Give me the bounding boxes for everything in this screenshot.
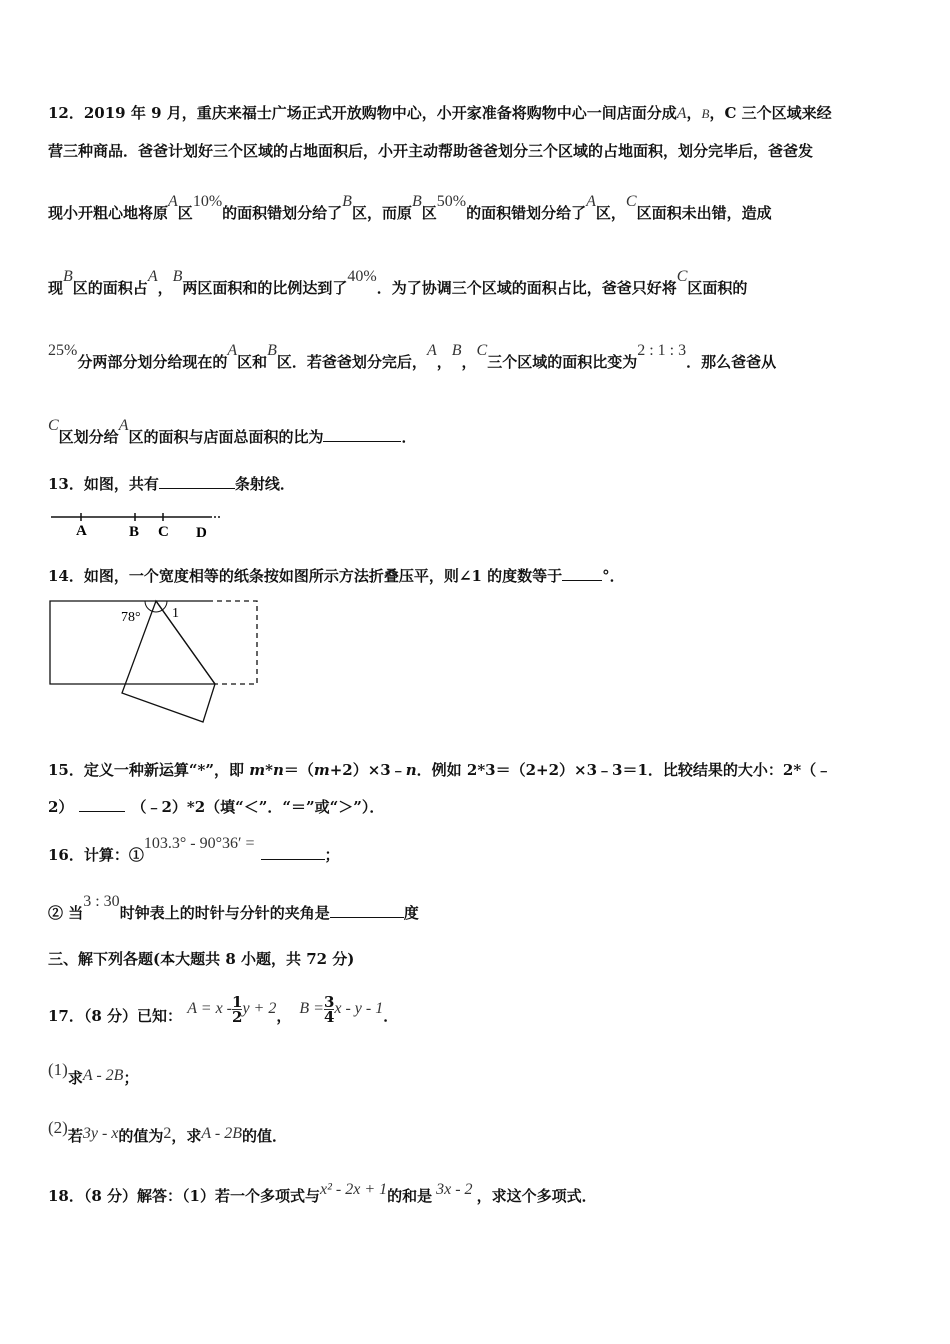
q17-part-1 <box>48 1060 904 1089</box>
q12-math: 50% <box>436 193 467 210</box>
q15-var: m <box>313 761 330 779</box>
q17-math: A = x - <box>187 1000 232 1017</box>
q16-text: ② 当 <box>48 904 84 922</box>
q15-text: （﹣2）*2（填“＜”．“＝”或“＞”）． <box>131 798 385 816</box>
q12-math: B <box>701 106 710 121</box>
q13-point-label: A <box>76 523 87 539</box>
q14-line <box>48 566 904 586</box>
q12-line-2 <box>48 141 904 161</box>
q12-line-3 <box>48 193 904 224</box>
q17-math: 3y - x <box>82 1125 119 1142</box>
q13-point-label: B <box>129 524 140 540</box>
q12-text: 分两部分划分给现在的 <box>77 353 228 371</box>
q16-math: 103.3° - 90°36′ = <box>143 835 255 852</box>
q17-frac-num: 3 <box>323 992 335 1011</box>
q15-line-2 <box>48 797 904 817</box>
q17-text: 若 <box>67 1127 83 1145</box>
q14-strip-dashed <box>213 601 257 684</box>
q17-line-1 <box>48 992 904 1034</box>
q15-text: ＝（ <box>283 761 314 779</box>
q14-text: °． <box>602 567 625 585</box>
q13-text: 条射线． <box>234 475 295 493</box>
q16-line-1 <box>48 835 904 866</box>
q18-line <box>48 1181 904 1207</box>
q14-fold-line <box>156 601 215 684</box>
q15-text: +2）×3﹣ <box>329 761 406 779</box>
q12-math: A <box>227 342 238 359</box>
q13-point-label: C <box>158 524 169 540</box>
q17-text: ，求 <box>171 1127 202 1145</box>
q12-text: 区划分给 <box>58 428 119 446</box>
q12-math: 25% <box>48 342 78 359</box>
q12-text: 的面积错划分给了 <box>222 204 343 222</box>
q17-math: A - 2B <box>82 1067 124 1084</box>
q18-math: x² - 2x + 1 <box>319 1181 388 1198</box>
q12-text: ．为了协调三个区域的面积占比，爸爸只好将 <box>376 279 677 297</box>
q12-math: A <box>118 417 129 434</box>
q17-frac-num: 1 <box>232 992 243 1011</box>
q17-math: x - y - 1 <box>334 1000 384 1017</box>
q12-text: 区 <box>177 204 193 222</box>
q12-text: 区．若爸爸划分完后， <box>276 353 427 371</box>
q12-math: B <box>342 193 352 210</box>
q12-text: 区的面积与店面总面积的比为 <box>128 428 324 446</box>
q15-text: * <box>265 761 273 779</box>
q12-math: A <box>147 268 158 285</box>
q16-text: 时钟表上的时针与分针的夹角是 <box>119 904 330 922</box>
q12-line-6 <box>48 417 904 448</box>
q17-math: 2 <box>163 1125 172 1142</box>
q14-answer-blank[interactable] <box>562 566 602 581</box>
q13-line <box>48 474 904 494</box>
q15-line-1 <box>48 760 904 780</box>
q12-text: 区和 <box>237 353 268 371</box>
q12-math: 40% <box>347 268 377 285</box>
q17-text: 求 <box>67 1069 83 1087</box>
q14-angle-1-label: 1 <box>172 606 179 621</box>
section-3-heading: 三、解下列各题(本大题共 8 小题，共 72 分) <box>48 950 355 968</box>
q12-math: B <box>451 342 462 359</box>
q15-text: 15．定义一种新运算“*”，即 <box>48 761 250 779</box>
q12-text: 12．2019 年 9 月，重庆来福士广场正式开放购物中心，小开家准备将购物中心一间店面分成 <box>48 104 677 122</box>
q14-angle-label: 78° <box>121 610 141 625</box>
q12-text: ，C 三个区域来经 <box>709 104 832 122</box>
q17-text: ， <box>276 1007 292 1025</box>
q15-var: m <box>249 761 266 779</box>
q12-text: ， <box>157 279 173 297</box>
q17-text: 17．（8 分）已知： <box>48 1007 183 1025</box>
q18-math: 3x - 2 <box>436 1181 473 1198</box>
q16-text: ； <box>324 846 340 864</box>
q12-text: ， <box>461 353 477 371</box>
q12-text: ．那么爸爸从 <box>686 353 777 371</box>
q12-text: ， <box>686 104 702 122</box>
q12-math: C <box>476 342 488 359</box>
q15-answer-blank[interactable] <box>79 797 125 812</box>
q18-text: ，求这个多项式． <box>476 1187 597 1205</box>
q12-text: 的面积错划分给了 <box>466 204 587 222</box>
q12-text: 区面积的 <box>687 279 748 297</box>
q12-math: B <box>63 268 73 285</box>
q12-math: A <box>168 193 178 210</box>
q12-math: B <box>172 268 183 285</box>
q17-math: A - 2B <box>201 1125 242 1142</box>
q12-text: 三个区域的面积比变为 <box>487 353 638 371</box>
q17-math: B = <box>299 1000 324 1017</box>
q14-text: 14．如图，一个宽度相等的纸条按如图所示方法折叠压平，则∠1 的度数等于 <box>48 567 563 585</box>
q15-var: n <box>405 761 417 779</box>
q12-text: ． <box>401 428 417 446</box>
q12-math: C <box>625 193 637 210</box>
q12-line-1 <box>48 103 904 124</box>
q13-ray-figure <box>48 508 228 540</box>
q16-text: 16．计算：① <box>48 846 144 864</box>
q17-part-2 <box>48 1118 904 1147</box>
q16-math: 3 : 30 <box>83 893 120 910</box>
q12-text: 两区面积和的比例达到了 <box>182 279 348 297</box>
q12-line-4 <box>48 268 904 299</box>
q12-text: 区， <box>595 204 626 222</box>
q12-math: C <box>48 417 59 434</box>
q13-text: 13．如图，共有 <box>48 475 159 493</box>
q12-math: B <box>411 193 422 210</box>
q12-answer-blank[interactable] <box>323 427 401 442</box>
q13-answer-blank[interactable] <box>159 474 235 489</box>
q12-text: ， <box>436 353 452 371</box>
q17-part-number: (2) <box>48 1118 68 1137</box>
q16-text: 度 <box>403 904 419 922</box>
q12-text: 区面积未出错，造成 <box>636 204 772 222</box>
q12-line-5 <box>48 342 904 373</box>
q12-text: 营三种商品．爸爸计划好三个区域的占地面积后，小开主动帮助爸爸划分三个区域的占地面积，划分完毕后，爸爸发 <box>48 142 814 160</box>
q18-text: 18．（8 分）解答：（1）若一个多项式与 <box>48 1187 320 1205</box>
q17-fraction <box>232 992 243 1026</box>
q16-line-2 <box>48 893 904 924</box>
q12-math: B <box>267 342 277 359</box>
q15-text: 2） <box>48 798 74 816</box>
q17-text: 的值． <box>242 1127 288 1145</box>
q13-point-label: D <box>196 525 207 540</box>
q17-part-number: (1) <box>48 1060 68 1079</box>
q12-math: C <box>676 268 688 285</box>
q12-math: 2 : 1 : 3 <box>637 342 687 359</box>
q16-answer-blank-1[interactable] <box>261 845 325 860</box>
q17-frac-den: 4 <box>323 1007 335 1026</box>
q17-fraction <box>323 992 335 1026</box>
q12-math: A <box>676 105 687 122</box>
q18-text: 的和是 <box>387 1187 433 1205</box>
q17-frac-den: 2 <box>232 1007 243 1026</box>
q14-fold-figure <box>45 596 265 730</box>
q12-text: 区的面积占 <box>72 279 148 297</box>
q17-text: ． <box>383 1007 399 1025</box>
q12-text: 现 <box>48 279 64 297</box>
q12-math: A <box>426 342 437 359</box>
q17-text: ； <box>123 1069 139 1087</box>
q16-answer-blank-2[interactable] <box>330 903 404 918</box>
q12-text: 区 <box>421 204 437 222</box>
q12-math: 10% <box>192 193 223 210</box>
q15-var: n <box>272 761 284 779</box>
q12-text: 区，而原 <box>351 204 412 222</box>
q12-math: A <box>586 193 596 210</box>
q15-text: ．例如 2*3＝（2+2）×3﹣3＝1．比较结果的大小：2*（﹣ <box>416 761 832 779</box>
q17-text: 的值为 <box>118 1127 164 1145</box>
q17-math: y + 2 <box>242 1000 277 1017</box>
q12-text: 现小开粗心地将原 <box>48 204 169 222</box>
